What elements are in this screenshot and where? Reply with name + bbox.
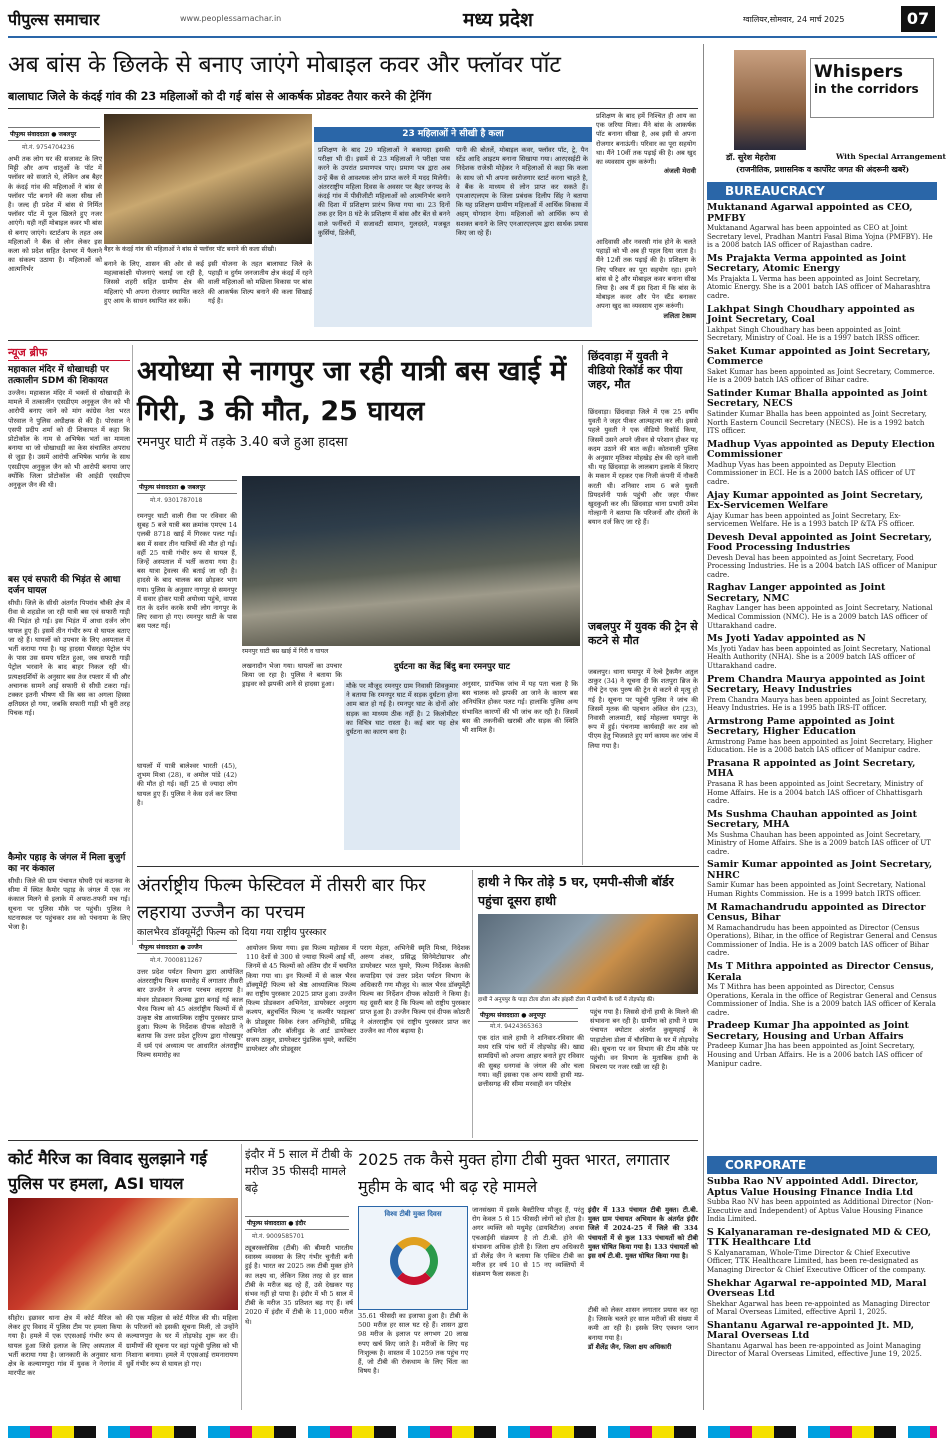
bureaucracy-label: BUREAUCRACY (707, 182, 937, 200)
bureaucracy-item-headline: Ms Prajakta Verma appointed as Joint Secretary, Atomic Energy (707, 252, 907, 275)
bureaucracy-section (707, 182, 937, 1154)
story4-body: जबलपुर। थाना घमापुर में रेल्वे ट्रैकमैन अतुल ठाकुर (34) ने सूचना दी कि शतपुरा ब्रिज के नीचे ट्रेन एक पुरुष की ट्रेन से कटने से मृत्यु हो गई है। सूचना पर पहुंची पुलिस ने जांच की जिसमें मृतक की पहचान अंकित सेन (23), निवासी लालमाटी, साई मोहल्ला घमापुर के रूप में हुई। पंचनामा कार्यवाही कर शव को पीएम हेतु भिजवाते हुए मर्ग कायम कर जांच में लिया गया है। (588, 668, 698, 750)
bureaucracy-item-headline: Ajay Kumar appointed as Joint Secretary, Ex-Servicemen Welfare (707, 489, 924, 511)
bureaucracy-item-body: Ms Sushma Chauhan has been appointed as Joint Secretary, Ministry of Home Affairs. She is a 2009 batch IAS officer of UT cadre. (707, 830, 931, 856)
corporate-list (707, 1177, 937, 1359)
story2-box (344, 660, 578, 858)
corporate-item (707, 1177, 937, 1224)
corporate-item (707, 1321, 937, 1359)
bureaucracy-item-headline: Ms Sushma Chauhan appointed as Joint Secretary, MHA (707, 808, 917, 831)
story9-graphic (358, 1206, 468, 1310)
story2-col1: रमनपुर घाटी वाली रीवा पर रविवार की सुबह 5 बजे यात्री बस क्रमांक एमएच 14 एलबी 8718 खाई में गिरकर पलट गई। बस में सवार तीन यात्रियों की मौत हो गई। वहीं 25 यात्री गंभीर रूप से घायल हैं, जिन्हें अस्पताल में भर्ती कराया गया है। बस यात्रा ट्रेवल्स की बताई जा रही है। हादसे के बाद चालक बस छोड़कर भाग गया। पुलिस के अनुसार नागपुर से समनपुर में सवार होकर यात्री अयोध्या पहुंचे, वापस रात के दर्शन करके सभी लोग नागपुर के लिए रवाना हो गए। रमनपुर घाटी के पास बस पलट गई। (137, 512, 237, 631)
brief-item-2-body: सीधी। जिले के सीधी अंतर्गत पिपरांव चौकी क्षेत्र में रीवा से शहडोल जा रही यात्री बस एवं सफारी गाड़ी की भिड़ंत हो गई। इस भिड़ंत में आधा दर्जन लोग घायल हुए हैं। इसमें तीन गंभीर रूप से घायल बताए जा रहे हैं। घायलों को उपचार के लिए अस्पताल में भर्ती कराया गया है। यह हादसा भैंसरहा पेट्रोल पंप के पास उस समय घटित हुआ, जब सफारी गाड़ी पेट्रोल भरवाने के बाद बाहर निकल रही थी। प्रत्यक्षदर्शियों के अनुसार बस तेज रफ्तार में थी और अचानक सामने आई सफारी से सीधी टकरा गई। टक्कर इतनी भीषण थी कि बस का अगला हिस्सा क्षतिग्रस्त हो गया, जबकि सफारी गाड़ी भी बुरी तरह पिचक गई। (8, 599, 130, 718)
story1-byline: पीपुल्स संवाददाता ● जबलपुर (8, 127, 100, 141)
bureaucracy-item-body: Ms Prajakta L Verma has been appointed as Joint Secretary, Atomic Energy. She is a 2001 batch IAS officer of Maharashtra cadre. (707, 274, 931, 300)
aside2-name: ललिता टेकाम (663, 311, 696, 320)
story1-photo (104, 114, 312, 244)
bureaucracy-item (707, 903, 937, 958)
bureaucracy-item (707, 254, 937, 301)
bureaucracy-item (707, 759, 937, 806)
bureaucracy-item-headline: M Ramachandrudu appointed as Director Census, Bihar (707, 901, 926, 924)
bureaucracy-item-body: Satinder Kumar Bhalla has been appointed as Joint Secretary, North Eastern Council Secretary (NECS). He is a 1992 batch ITS officer. (707, 409, 927, 436)
story2-byline: पीपुल्स संवाददाता ● जबलपुर (137, 480, 237, 494)
corporate-section (707, 1156, 937, 1410)
corporate-item-body: S Kalyanaraman, Whole-Time Director & Chief Executive Officer, TTK Healthcare Limited, has been re-designated as Managing Director & Chief Executive Officer of the company. (707, 1248, 926, 1274)
bureaucracy-item (707, 675, 937, 713)
print-color-strip (8, 1426, 937, 1438)
page-number: 07 (901, 6, 935, 32)
aside1-text: प्रशिक्षण के बाद हमें निश्चित ही आय का एक जरिया मिला। मैंने बांस के आकर्षक पॉट बनाना सीखा है, अब इसी से अपना रोजगार बनाऊंगी। परिवार का पूरा सहयोग था। मैंने 10वीं तक पढ़ाई की है। अब खुद का व्यवसाय शुरू करूंगी। (596, 112, 696, 167)
story7-headline: कोर्ट मैरिज का विवाद सुलझाने गई पुलिस पर हमला, ASI घायल (8, 1149, 208, 1193)
news-brief-label: न्यूज ब्रीफ (8, 345, 130, 361)
section-name: मध्य प्रदेश (463, 9, 533, 31)
bureaucracy-item (707, 533, 937, 580)
masthead (8, 6, 938, 36)
story2-box-col2: अनुसार, प्रारंभिक जांच में यह पता चला है कि बस चालक को झपकी आ जाने के कारण बस अनियंत्रित होकर पलट गई। हालांकि पुलिस अन्य संभावित कारणों की भी जांच कर रही है। जिसमें बस की तकनीकी खराबी और सड़क की स्थिति भी शामिल है। (462, 680, 578, 735)
story4-headline: जबलपुर में युवक की ट्रेन से कटने से मौत (588, 620, 698, 647)
story1-box-col2: पानी की बोतलें, मोबाइल कवर, फ्लॉवर पॉट, ट्रे, पैन स्टेंड आदि आइटम बनाना सिखाया गया। आरएसईटी के निदेशक राजेश्री मोहेकर ने महिलाओं से कहा कि कला के साथ जो भी अपना स्वरोजगार स्टार्ट करना चाहते है, वे बैंक के माध्यम से लोन प्राप्त कर सकते हैं। एमआरएलएम के जिला प्रबंधक दिलीप सिंह ने बताया कि यह प्रशिक्षण ग्रामीण महिलाओं में आर्थिक विकास में अहम् योगदान देगा। महिलाओं को आर्थिक रूप से सशक्त बनाने के लिए एनआरएलएम द्वारा सार्थक प्रयास किए जा रहे हैं। (456, 146, 588, 237)
bureaucracy-item (707, 860, 937, 898)
story5-col2: आयोजन किया गया। इस फिल्म महोत्सव में 110 देशों से 300 से ज्यादा फिल्में आईं थीं, जिनमें से 45 फिल्मों को अंतिम दौर में चयनित किया गया था। इन फिल्मों में से काल भैरव डॉक्यूमेंट्री फिल्म को श्रेष्ठ आध्यात्मिक फिल्म का राष्ट्रीय पुरस्कार 2025 प्राप्त हुआ। उज्जैन फिल्म प्रोडक्शन अभिनेता, डायरेक्टर अनुराग कश्यप, बहुचर्चित फिल्म 'द कश्मीर फाइल्स' के प्रोड्यूसर विवेक रंजन अग्निहोत्री, प्रसिद्ध अभिनेता और बॉलीवुड के आर्ट डायरेक्टर सजय ठाकुर, डायरेक्टर पुंडलिक घुमरे, कास्टिंग डायरेक्टर और प्रोड्यूसर (246, 944, 356, 1054)
brief-item-1-headline: महाकाल मंदिर में धोखाधड़ी पर तत्कालीन SDM की शिकायत (8, 365, 109, 386)
bureaucracy-item-body: Devesh Deval has been appointed as Joint Secretary, Food Processing Industries. He is a 2004 batch IAS officer of Manipur cadre. (707, 553, 937, 579)
tb-ring-icon (390, 1237, 438, 1285)
story7-body2: की एक महिला से कोर्ट मैरिज की थी। महिला के परिजनों को इसकी सूचना मिली, तो उन्होंने कल्याणपुरा के घर में तोड़फोड़ शुरू कर दी। ग्रामीणों की सूचना पर वहां पहुंची पुलिस को भी निशाना बनाया। हमले में एएसआई रामनारायण धुर्वे गंभीर रूप से घायल हो गए। (126, 1314, 238, 1369)
story9-col3: इंदौर में 133 पंचायत टीबी मुक्त। टी.बी. मुक्त ग्राम पंचायत अभियान के अंतर्गत इंदौर जिले में 2024-25 में जिले की 334 पंचायतों में से कुल 133 पंचायतों को टीबी मुक्त घोषित किया गया है। 133 पंचायतों को इस वर्ष टी.बी. मुक्त घोषित किया गया है। (588, 1206, 698, 1261)
whispers-header (706, 44, 946, 178)
bureaucracy-item-body: Prasana R has been appointed as Joint Secretary, Ministry of Home Affairs. He is a 2004 batch IAS officer of Chhattisgarh cadre. (707, 779, 923, 806)
bureaucracy-item-headline: Prem Chandra Maurya appointed as Joint Secretary, Heavy Industries (707, 673, 926, 696)
bureaucracy-item (707, 389, 937, 436)
story7-photo (8, 1198, 238, 1310)
bureaucracy-item (707, 810, 937, 857)
story2-subhead: रमनपुर घाटी में तड़के 3.40 बजे हुआ हादसा (137, 435, 348, 450)
story1-aside2 (596, 238, 696, 332)
bureaucracy-item-headline: Samir Kumar appointed as Joint Secretary, NHRC (707, 859, 933, 881)
bureaucracy-item (707, 347, 937, 385)
story1-col2: बनाने के लिए, शासन की ओर से कई महत्वाकांक्षी योजनाएं चलाई जा रही है, जिससे शहरी सहित ग्रामीण क्षेत्र की महिलाएं भी अपना रोजगार स्थापित करते हुए आय के साधन स्थापित कर सकें। (104, 260, 204, 305)
paper-name: पीपुल्स समाचार (8, 10, 100, 29)
bureaucracy-item-body: Muktanand Agarwal has been appointed as CEO at Joint Secretary level, Pradhan Mantri Fasal Bima Yojna (PMFBY). He is a 2008 batch IAS officer of Rajasthan cadre. (707, 224, 933, 250)
story1-mobile: मो.नं. 9754704236 (22, 144, 75, 151)
bureaucracy-item (707, 962, 937, 1017)
bureaucracy-item-body: Ms T Mithra has been appointed as Director, Census Operations, Kerala in the office of Registrar General and Census Commissioner of India. She is a 2009 batch IAS officer of Kerala cadre. (707, 983, 937, 1017)
story5-headline: अंतर्राष्ट्रीय फिल्म फेस्टिवल में तीसरी बार फिर लहराया उज्जैन का परचम (137, 875, 426, 923)
bureaucracy-item-body: Pradeep Kumar Jha has been appointed as Joint Secretary, Housing and Urban Affairs. He is a 2006 batch IAS officer of Manipur cadre. (707, 1042, 923, 1068)
brief-item-3-body: सीधी। जिले की ग्राम पंचायत घोघरी एवं कठनवा के सीमा में स्थित कैमोर पहाड़ के जंगल में एक नर कंकाल मिलने से इलाके में अफरा-तफरी मच गई। सूचना पर पुलिस मौके पर पहुंची। पुलिस ने घटनास्थल पर पहुंचकर शव को पंचनामा के लिए भेजा है। (8, 877, 130, 932)
corporate-item (707, 1279, 937, 1317)
story9-aside (588, 1306, 698, 1410)
story2-mobile: मो.नं. 9301787018 (150, 497, 203, 504)
bureaucracy-item-body: Prem Chandra Maurya has been appointed as Joint Secretary, Heavy Industries. He is a 1995 bath IRS-IT officer. (707, 695, 927, 713)
story2-col3: लखनादौन भेजा गया। घायलों का उपचार किया जा रहा है। पुलिस ने बताया कि ड्राइवर को झपकी आने से हादसा हुआ। (242, 662, 342, 689)
story9-aside-name: डॉ शैलेंद्र जैन, जिला क्षय अधिकारी (588, 1342, 672, 1351)
story5-col3: पराग मेहता, अभिनेत्री स्मृति मिश्रा, निदेशक अरुण शंकर, प्रसिद्ध सिनेमेटोग्राफर और डायरेक्टर भरत घुमरे, फिल्म निर्देशक केतकी कपाड़िया एवं उत्तर प्रदेश पर्यटन विभाग के अधिकारी गण मौजूद थे। काल भैरव डॉक्यूमेंट्री फिल्म का निर्देशन दीपक कोठारी ने किया है। यह दूसरी बार है कि फिल्म को राष्ट्रीय पुरस्कार प्राप्त हुआ है। उज्जैन फिल्म एवं दीपक कोठारी ने अंतरराष्ट्रीय एवं राष्ट्रीय पुरस्कार प्राप्त कर उज्जैन का गौरव बढ़ाया है। (360, 944, 470, 1035)
story1-box-col1: प्रशिक्षण के बाद 29 महिलाओं ने बकायदा इसकी परीक्षा भी दी। इसमें से 23 महिलाओं ने परीक्षा पास करने के उपरांत प्रमाणपत्र पाए। प्रमाण पत्र द्वारा अब उन्हें बैंक से आवश्यक लोन प्राप्त करने में मदद मिलेगी। अंतरराष्ट्रीय महिला दिवस के अवसर पर बैहर जनपद के कंदई गांव में पीवीजीटी महिलाओं को आत्मनिर्भर बनाने की दिशा में प्रशिक्षण प्रारंभ किया गया था। 23 दिनों तक हर दिन 8 घंटे के प्रशिक्षण में बांस और बेंत से बनने वाले फर्नीचरों में सजावटी सामान, गुलदस्ते, मजबूत कुर्सियां, डिलेवीं, (318, 146, 450, 237)
corporate-item-body: Shantanu Agarwal has been re-appointed as Joint Managing Director of Maral Overseas Limited, effective June 19, 2025. (707, 1341, 922, 1359)
story9-aside-text: टीबी को लेकर शासन लगातार प्रयास कर रहा है। जिसके चलते हर साल मरीजों की संख्या में कमी आ रही है। इसके लिए एक्शन प्लान बनाया गया है। (588, 1306, 698, 1342)
bureaucracy-item-body: Ms Jyoti Yadav has been appointed as Joint Secretary, National Health Authority (NHA). She is a 2009 batch IAS officer of Uttarakhand cadre. (707, 644, 931, 670)
brief-item-2-headline: बस एवं सफारी की भिड़ंत से आधा दर्जन घायल (8, 575, 121, 596)
dateline: ग्वालियर,सोमवार, 24 मार्च 2025 (743, 15, 845, 24)
whispers-tagline: (राजनीतिक, प्रशासनिक व कार्पोरेट जगत की अंदरूनी खबरें) (735, 165, 910, 174)
author-name: डॉ. सुरेश मेहरोत्रा (726, 152, 776, 162)
corporate-item (707, 1228, 937, 1275)
story5-byline: पीपुल्स संवाददाता ● उज्जैन (137, 940, 237, 954)
corporate-item-headline: S Kalyanaraman re-designated MD & CEO, TTK Healthcare Ltd (707, 1226, 932, 1249)
corporate-item-body: Shekhar Agarwal has been re-appointed as Managing Director of Maral Overseas Limited, effective April 1, 2025. (707, 1299, 930, 1317)
aside1-name: अंजली मेरावी (663, 167, 696, 176)
bureaucracy-item (707, 583, 937, 630)
story1-aside1 (596, 112, 696, 250)
story5-col1: उत्तर प्रदेश पर्यटन विभाग द्वारा आयोजित अंतरराष्ट्रीय फिल्म समारोह में लगातार तीसरी बार उज्जैन ने अपना परचम लहराया है। मंथन प्रोडक्शन फिल्म्स द्वारा बनाई गई काल भैरव फिल्म को 45 अंतर्राष्ट्रीय फिल्मों में से उत्कृष्ट श्रेष्ठ आध्यात्मिक राष्ट्रीय पुरस्कार प्राप्त हुआ। फिल्म के निर्देशक दीपक कोठारी ने बताया कि उत्तर प्रदेश टूरिज्म द्वारा गोरखपुर में धर्म एवं अध्यात्म पर आधारित अंतराष्ट्रीय फिल्म समारोह का (137, 968, 243, 1059)
bureaucracy-item-headline: Madhup Vyas appointed as Deputy Election Commissioner (707, 438, 935, 461)
bureaucracy-item-body: Raghav Langer has been appointed as Joint Secretary, National Medical Commission (NMC). He is a 2009 batch IAS officer of Uttarakhand cadre. (707, 604, 933, 630)
story2-box-title: दुर्घटना का केंद्र बिंदु बना रमनपुर घाट (344, 660, 578, 675)
bureaucracy-item (707, 491, 937, 529)
story6-byline: पीपुल्स संवाददाता ● अनूपपुर (478, 1008, 578, 1022)
story8-mobile: मो.नं. 9009585701 (252, 1233, 305, 1240)
story6-mobile: मो.नं. 9424365363 (490, 1023, 543, 1030)
story2-caption: रमनपुर घाटी बस खाई में गिरी व घायल (242, 648, 329, 655)
story9-headline: 2025 तक कैसे मुक्त होगा टीबी मुक्त भारत, लगातार मुहीम के बाद भी बढ़ रहे मामले (358, 1150, 670, 1196)
story3-body: छिंदवाड़ा। छिंदवाड़ा जिले में एक 25 वर्षीय युवती ने जहर पीकर आत्महत्या कर ली। इससे पहले युवती ने एक वीडियो रिकॉर्ड किया, जिसमें उसने अपने जीवन से परेशान होकर यह कदम उठाने की बात कही। कोतवाली पुलिस के अनुसार मृतिका मोहखेड़ क्षेत्र की रहने वाली थी। यह छिंदवाड़ा के लालबाग इलाके में किराए के मकान में रहकर एक निजी कंपनी में नौकरी करती थी। शनिवार शाम 6 बजे युवती प्रियदर्शनी पार्क पहुंची और जहर पीकर खुदकुशी कर ली। छिंदवाड़ा थाना प्रभारी उमेश गोल्हानी ने बताया कि परिजनों और दोस्तों के बयान दर्ज किए जा रहे हैं। (588, 408, 698, 527)
special-arrangement: With Special Arrangement (836, 152, 946, 161)
bureaucracy-item-headline: Lakhpat Singh Choudhary appointed as Joint Secretary, Coal (707, 303, 915, 326)
bureaucracy-item (707, 440, 937, 487)
site-url[interactable]: www.peoplessamachar.in (180, 14, 282, 23)
bureaucracy-item-headline: Prasana R appointed as Joint Secretary, MHA (707, 757, 916, 780)
bureaucracy-item-body: Ajay Kumar has been appointed as Joint Secretary, Ex-servicemen Welfare. He is a 1993 batch IP &TA FS officer. (707, 511, 915, 529)
bureaucracy-item-headline: Ms T Mithra appointed as Director Census, Kerala (707, 961, 935, 983)
story6-headline: हाथी ने फिर तोड़े 5 घर, एमपी-सीजी बॉर्डर पहुंचा दूसरा हाथी (478, 874, 674, 908)
bureaucracy-item (707, 1021, 937, 1068)
story2-headline: अयोध्या से नागपुर जा रही यात्री बस खाई में गिरी, 3 की मौत, 25 घायल (137, 356, 567, 427)
bureaucracy-item-body: Samir Kumar has been appointed as Joint Secretary, National Human Rights Commission. He is a 1999 batch IRTS officer. (707, 881, 926, 899)
bureaucracy-item (707, 203, 937, 250)
story5-mobile: मो.नं. 7000811267 (150, 957, 203, 964)
bureaucracy-item-body: Armstrong Pame has been appointed as Joint Secretary, Higher Education. He is a 2008 batch IAS officer of Manipur cadre. (707, 737, 933, 755)
corporate-label: CORPORATE (707, 1156, 937, 1174)
aside2-text: आदिवासी और नवरसी गांव होने के चलते पहाड़ों को भी अब ही पहल दिया जाता है। मैंने 12वीं तक पढ़ाई की है। प्रशिक्षण के लिए परिवार का पूरा सहयोग रहा। हमने बांस से ट्रे और मोबाइल कवर बनाना सीख लिया है। अब मैं इस दिशा में कि बांस के मोबाइल कवर और पेन स्टैंड बनाकर अपना खुद का व्यवसाय शुरू करूंगी। (596, 238, 696, 311)
bureaucracy-item-headline: Armstrong Pame appointed as Joint Secretary, Higher Education (707, 715, 895, 738)
story2-photo (242, 476, 580, 646)
bureaucracy-item-headline: Pradeep Kumar Jha appointed as Joint Secretary, Housing and Urban Affairs (707, 1020, 909, 1042)
bureaucracy-item (707, 634, 937, 670)
bureaucracy-item-body: Lakhpat Singh Choudhary has been appointed as Joint Secretary, Ministry of Coal. He is a 1997 batch IRSS officer. (707, 325, 920, 343)
story9-col2: जानसंख्या में इसके बैक्टीरिया मौजूद हैं, परंतु रोग केवल 5 से 15 फीसदी लोगों को होता है। अगर व्यक्ति को मधुमेह (डायबिटीज) अथवा एचआईवी संक्रमण है तो टी.बी. होने की संभावना अधिक होती है। जिला क्षय अधिकारी डॉ शैलेंद्र जैन ने बताया कि एक्टिव टीबी का मरीज हर वर्ष 10 से 15 नए व्यक्तियों में संक्रमण फैला सकता है। (472, 1206, 584, 1279)
story1-col1: अभी तक लोग घर की सजावट के लिए मिट्टी और अन्य धातुओं के पॉट में फ्लॉवर को सजाते थे, लेकिन अब बैहर के कंदई गांव की महिलाओं ने बांस से फ्लॉवर पॉट बनाने की कला सीख ली है। जल्द ही प्रदेश में बांस से निर्मित फ्लॉवर पॉट में फूल खिलते हुए नजर आएंगे। यही नहीं मोबाइल कवर भी बांस से बनाए जाएंगे। स्टार्टअप के तहत अब महिलाओं ने बैंक से लोन लेकर इस कला को प्रदेश सहित देशभर में फैलाने का संकल्प उठाया है। महिलाओं को आत्मनिर्भर (8, 155, 102, 274)
story3-headline: छिंदवाड़ा में युवती ने वीडियो रिकॉर्ड कर पीया जहर, मौत (588, 350, 683, 391)
story1-box-title: 23 महिलाओं ने सीखी है कला (314, 127, 592, 142)
story6-col2: पहुंच गया है। जिससे दोनों हाथी के मिलने की संभावना बन रही है। ग्रामीण को हाथी ने ग्राम पंचायत क्योटार अंतर्गत कुसुमहाई के पाड़ाटोला डोला में चौरसिया के घर में तोड़फोड़ की। सूचना पर वन विभाग की टीम मौके पर पहुंची। वन विभाग के मुताबिक हाथी के विचरण पर नजर रखी जा रही है। (590, 1008, 698, 1072)
bureaucracy-list (707, 203, 937, 1068)
story5-subhead: कालभैरव डॉक्यूमेंट्री फिल्म को दिया गया राष्ट्रीय पुरस्कार (137, 927, 327, 938)
logo-line1: Whispers (814, 62, 904, 82)
story7-body: सीहोर। इछावर थाना क्षेत्र में कोर्ट मैरिज को लेकर हुए विवाद में पुलिस टीम पर हमला किया गया है। हमले में एक एएसआई गंभीर रूप से घायल हुआ जिसे इलाज के लिए अस्पताल में भर्ती कराया गया है। जानकारी के अनुसार थाना क्षेत्र के कल्याणपुरा गांव में युवक ने नेरगांव में मारपीट कर (8, 1314, 122, 1378)
bureaucracy-item (707, 305, 937, 343)
brief-item-1-body: उज्जैन। महाकाल मंदिर में भक्तों से धोखाधड़ी के मामले में तत्कालीन एसडीएम अनुकूल जैन को भी आरोपी बनाए जाने को मांग कांग्रेस नेता भरत पोरवाल ने पुलिस अधीक्षक से की है। पोरवाल ने एसपी प्रदीप शर्मा को दी शिकायत में कहा कि प्रोटोकॉल के नाम से अभिषेक भर्ता का मामला बनाया था जो धोखाधड़ी का केस संचालित अपराध से जुड़ा है। उसमें आरोपी अभिषेक भार्गव के साथ एसडीएम अनुकूल जैन को भी आरोपी बनाया जाए क्योंकि जिला प्रोटोकॉल की आईडी एसडीएम अनुकूल जैन की थी। (8, 389, 130, 490)
bureaucracy-item-headline: Ms Jyoti Yadav appointed as N (707, 633, 866, 645)
bureaucracy-item-body: Saket Kumar has been appointed as Joint Secretary, Commerce. He is a 2009 batch IAS officer of Bihar cadre. (707, 367, 935, 385)
bureaucracy-item-headline: Saket Kumar appointed as Joint Secretary, Commerce (707, 345, 931, 368)
story8-byline: पीपुल्स संवाददाता ● इंदौर (245, 1216, 349, 1230)
corporate-item-headline: Shekhar Agarwal re-appointed MD, Maral Overseas Ltd (707, 1277, 927, 1300)
brief-item-3-headline: कैमोर पहाड़ के जंगल में मिला बुजुर्ग का नर कंकाल (8, 853, 126, 874)
story1-caption: बैहर के कंदई गांव की महिलाओं ने बांस से फ्लॉवर पॉट बनाने की कला सीखी। (104, 246, 277, 253)
bureaucracy-item-headline: Satinder Kumar Bhalla appointed as Joint Secretary, NECS (707, 387, 928, 410)
logo-line2: in the corridors (814, 82, 919, 96)
story1-col3: इसी योजना के तहत बालाघाट जिले के पहाड़ी व दुर्गम जनजातीय क्षेत्र कंदई में रहने वाली महिलाओं को मछिला विकास पर बांस की आकर्षक शिल्प बनाने की कला सिखाई गई है। (208, 260, 312, 305)
story9-col1: 35.61 फीसदी का इजाफा हुआ है। टीबी के 500 मरीज हर साल घट रहे हैं। शासन द्वारा 98 मरीज के इलाज पर लगभग 20 लाख रुपए खर्च किए जाते है। मरीजों के लिए यह निःशुल्क है। वास्तव में 10259 तक पहुंच गए हैं, जो टीबी की रोकथाम के लिए चिंता का विषय है। (358, 1312, 468, 1376)
story1-subhead: बालाघाट जिले के कंदई गांव की 23 महिलाओं को दी गई बांस से आकर्षक प्रोडक्ट तैयार करने की ट्रेनिंग (8, 90, 432, 103)
bureaucracy-item (707, 717, 937, 755)
bureaucracy-item-body: Madhup Vyas has been appointed as Deputy Election Commissioner in ECI. He is a 2000 batch IAS officer of UT cadre. (707, 460, 916, 486)
story6-caption: हाथी ने अनूपपुर के पाड़ा टोला ढोला और झंझरी टोला में ग्रामीणों के घरों में तोड़फोड़ की। (478, 997, 655, 1003)
story8-body: ट्यूबरक्लोसिस (टीबी) की बीमारी भारतीय स्वास्थ्य व्यवस्था के लिए गंभीर चुनौती बनी हुई है। भारत का 2025 तक टीबी मुक्त होने का लक्ष्य था, लेकिन जिस तरह से हर साल टीबी के मरीज बढ़ रहे हैं, उसे देखकर यह संभव नहीं हो पाया है। इंदौर में भी 5 साल में टीबी के मरीज 35 प्रतिशत बढ़ गए हैं। वर्ष 2020 में इंदौर में टीबी के 11,000 मरीज थे। (245, 1244, 353, 1326)
story8-headline: इंदौर में 5 साल में टीबी के मरीज 35 फीसदी मामले बढ़े (245, 1147, 353, 1195)
corporate-item-headline: Shantanu Agarwal re-appointed Jt. MD, Maral Overseas Ltd (707, 1319, 915, 1342)
author-photo (734, 50, 806, 150)
corporate-item-body: Subba Rao NV has been appointed as Additional Director (Non-Executive and Independent) of Aptus Value Housing Finance India Limited. (707, 1198, 934, 1224)
whispers-logo (810, 58, 934, 118)
story9-graphic-title: विश्व टीबी मुक्त दिवस (384, 1210, 442, 1218)
corporate-item-headline: Subba Rao NV appointed Addl. Director, Aptus Value Housing Finance India Ltd (707, 1176, 919, 1198)
story2-box-col1: मौके पर मौजूद रमनपुर ग्राम निवासी शिवकुमार ने बताया कि रमनपुर घाट में सड़क दुर्घटना होना आम बात हो गई है। रमनपुर घाट के दोनों ओर सड़क का माध्यम ठीक नहीं है। 2 किलोमीटर का विचित्र घाट रास्ता है। कई बार यह क्षेत्र दुर्घटना का कारण बना है। (344, 680, 460, 850)
bureaucracy-item-headline: Raghav Langer appointed as Joint Secretary, NMC (707, 582, 886, 604)
story6-col1: एक दांत वाले हाथी ने शनिवार-रविवार की मध्य रात्रि पांच घरों में तोड़फोड़ की। खाद्य सामग्रियों को अपना आहार बनाते हुए रविवार की सुबह धनगवां के जंगल की ओर चला गया। वहीं इसका एक अन्य साथी हाथी मप्र-छत्तीसगढ़ की सीमा मरवाही वन परिक्षेत्र (478, 1034, 584, 1089)
bureaucracy-item-headline: Muktanand Agarwal appointed as CEO, PMFBY (707, 202, 913, 224)
story1-box (314, 127, 592, 327)
bureaucracy-item-headline: Devesh Deval appointed as Joint Secretary, Food Processing Industries (707, 531, 933, 554)
story6-photo (478, 914, 698, 994)
bureaucracy-item-body: M Ramachandrudu has been appointed as Director (Census Operations), Bihar, in the office of Registrar General and Census Commissioner of India. He is a 2009 batch IAS officer of Bihar cadre. (707, 923, 938, 958)
story2-col2: घायलों में यात्री बालेश्वर भारती (45), शुभम मिश्रा (28), व अमोल पांडे (42) की मौत हो गई। वहीं 25 से ज्यादा लोग घायल हुए हैं। पुलिस ने केस दर्ज कर लिया है। (137, 762, 237, 807)
story1-headline: अब बांस के छिलके से बनाए जाएंगे मोबाइल कवर और फ्लॉवर पॉट (8, 52, 562, 78)
